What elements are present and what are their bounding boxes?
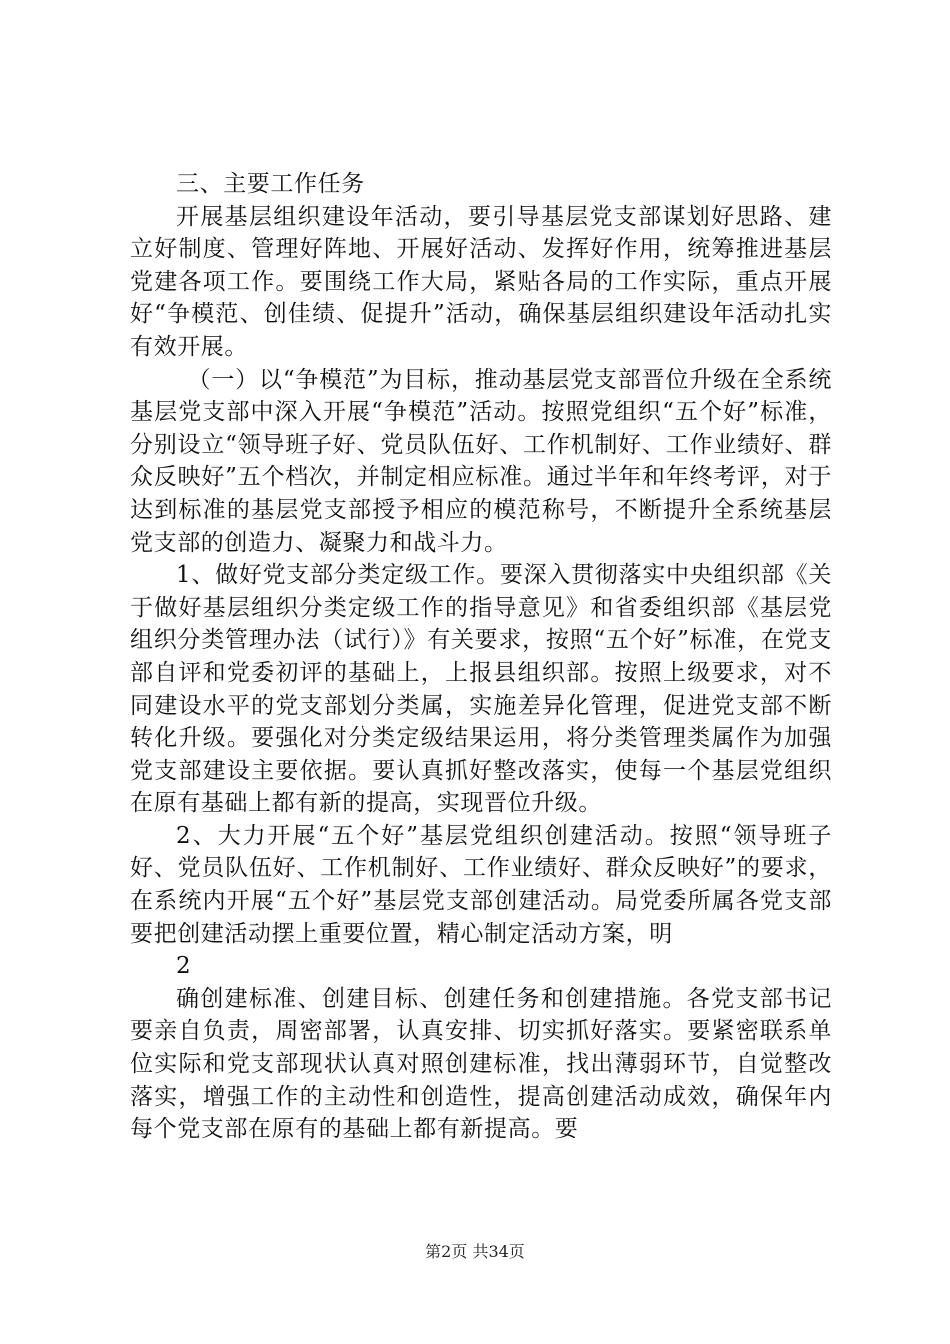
paragraph-continuation: 确创建标准、创建目标、创建任务和创建措施。各党支部书记要亲自负责，周密部署，认真安排、切实抓好落实。要紧密联系单位实际和党支部现状认真对照创建标准，找出薄弱环节，自觉整改落实，增强工作的主动性和创造性，提高创建活动成效，确保年内每个党支部在原有的基础上都有新提高。要 <box>130 985 832 1143</box>
paragraph-intro: 开展基层组织建设年活动，要引导基层党支部谋划好思路、建立好制度、管理好阵地、开展好活动、发挥好作用，统筹推进基层党建各项工作。要围绕工作大局，紧贴各局的工作实际，重点开展好“争模范、创佳绩、促提升”活动，确保基层组织建设年活动扎实有效开展。 <box>130 203 832 360</box>
paragraph-item-two: 2、大力开展“五个好”基层党组织创建活动。按照“领导班子好、党员队伍好、工作机制好、工作业绩好、群众反映好”的要求，在系统内开展“五个好”基层党支部创建活动。局党委所属各党支部要把创建活动摆上重要位置，精心制定活动方案，明 <box>130 822 832 947</box>
paragraph-subsection-one: （一）以“争模范”为目标，推动基层党支部晋位升级在全系统基层党支部中深入开展“争模范”活动。按照党组织“五个好”标准，分别设立“领导班子好、党员队伍好、工作机制好、工作业绩好、群众反映好”五个档次，并制定相应标准。通过半年和年终考评，对于达到标准的基层党支部授予相应的模范称号，不断提升全系统基层党支部的创造力、凝聚力和战斗力。 <box>130 366 832 556</box>
section-heading: 三、主要工作任务 <box>176 171 365 197</box>
inline-page-number: 2 <box>176 953 192 980</box>
paragraph-item-one: 1、做好党支部分类定级工作。要深入贯彻落实中央组织部《关于做好基层组织分类定级工作的指导意见》和省委组织部《基层党组织分类管理办法（试行）》有关要求，按照“五个好”标准，在党支部自评和党委初评的基础上，上报县组织部。按照上级要求，对不同建设水平的党支部划分类属，实施差异化管理，促进党支部不断转化升级。要强化对分类定级结果运用，将分类管理类属作为加强党支部建设主要依据。要认真抓好整改落实，使每一个基层党组织在原有基础上都有新的提高，实现晋位升级。 <box>130 562 832 817</box>
document-body <box>130 168 832 1146</box>
page-footer: 第2页 共34页 <box>425 1242 525 1261</box>
